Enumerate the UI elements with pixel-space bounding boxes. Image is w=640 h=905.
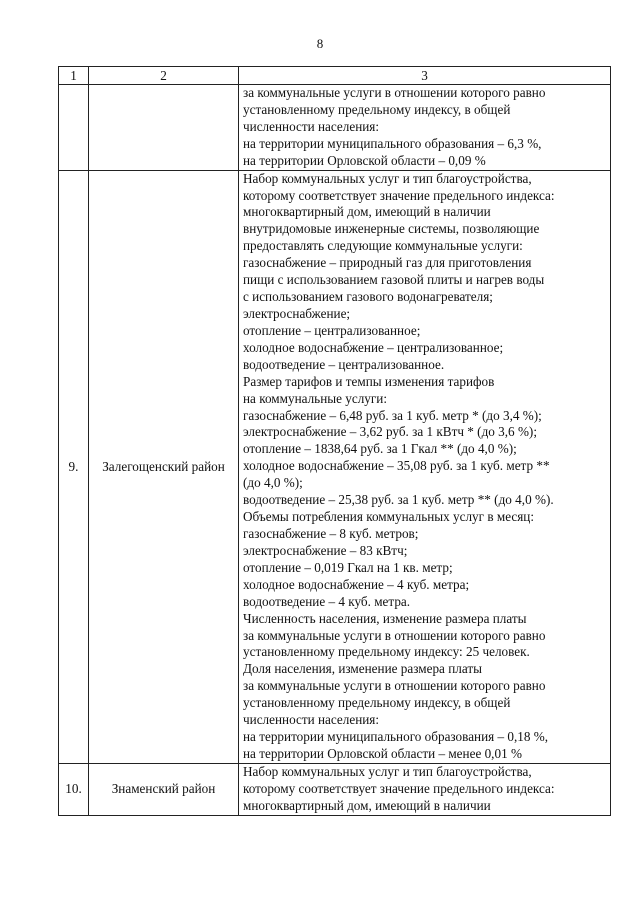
text-line: Размер тарифов и темпы изменения тарифов bbox=[243, 373, 495, 389]
table-row bbox=[59, 763, 611, 815]
text-line: предоставлять следующие коммунальные услуги: bbox=[243, 238, 523, 254]
text-line: отопление – 0,019 Гкал на 1 кв. метр; bbox=[243, 559, 453, 575]
text-line: водоотведение – централизованное. bbox=[243, 356, 445, 372]
text-line: пищи с использованием газовой плиты и нагрев воды bbox=[243, 272, 545, 288]
text-line: холодное водоснабжение – централизованное; bbox=[243, 339, 504, 355]
row-number bbox=[59, 85, 89, 171]
text-line: на территории муниципального образования – 0,18 %, bbox=[243, 729, 549, 745]
text-line: численности населения: bbox=[243, 712, 380, 728]
text-line: водоотведение – 4 куб. метра. bbox=[243, 593, 411, 609]
text-line: Набор коммунальных услуг и тип благоустройства, bbox=[243, 763, 532, 779]
text-line: Численность населения, изменение размера платы bbox=[243, 610, 527, 626]
text-line: с использованием газового водонагревателя; bbox=[243, 289, 493, 305]
text-line: установленному предельному индексу, в общей bbox=[243, 101, 511, 117]
row-description bbox=[239, 170, 611, 763]
row-number: 9. bbox=[59, 170, 89, 763]
text-line: (до 4,0 %); bbox=[243, 475, 303, 491]
text-line: численности населения: bbox=[243, 118, 380, 134]
text-line: на территории Орловской области – менее 0,01 % bbox=[243, 745, 522, 761]
header-col-2: 2 bbox=[89, 67, 239, 85]
row-description bbox=[239, 85, 611, 171]
row-description bbox=[239, 763, 611, 815]
text-line: Доля населения, изменение размера платы bbox=[243, 661, 482, 677]
text-line: установленному предельному индексу: 25 человек. bbox=[243, 644, 530, 660]
page-number: 8 bbox=[316, 36, 324, 51]
text-line: на территории Орловской области – 0,09 % bbox=[243, 152, 486, 168]
text-line: Набор коммунальных услуг и тип благоустройства, bbox=[243, 170, 532, 186]
text-line: газоснабжение – 8 куб. метров; bbox=[243, 525, 419, 541]
text-line: которому соответствует значение предельного индекса: bbox=[243, 780, 555, 796]
text-line: на территории муниципального образования – 6,3 %, bbox=[243, 135, 542, 151]
document-table bbox=[58, 66, 611, 816]
text-line: холодное водоснабжение – 4 куб. метра; bbox=[243, 576, 470, 592]
text-line: холодное водоснабжение – 35,08 руб. за 1 куб. метр ** bbox=[243, 458, 550, 474]
text-line: многоквартирный дом, имеющий в наличии bbox=[243, 204, 491, 220]
header-col-3: 3 bbox=[239, 67, 611, 85]
text-line: внутридомовые инженерные системы, позволяющие bbox=[243, 221, 540, 237]
header-col-1: 1 bbox=[59, 67, 89, 85]
text-line: электроснабжение; bbox=[243, 305, 351, 321]
text-line: за коммунальные услуги в отношении которого равно bbox=[243, 85, 546, 100]
text-line: за коммунальные услуги в отношении которого равно bbox=[243, 678, 546, 694]
text-line: установленному предельному индексу, в общей bbox=[243, 695, 511, 711]
text-line: на коммунальные услуги: bbox=[243, 390, 388, 406]
text-line: газоснабжение – природный газ для приготовления bbox=[243, 255, 532, 271]
text-line: многоквартирный дом, имеющий в наличии bbox=[243, 797, 491, 813]
table-row bbox=[59, 85, 611, 171]
district-name bbox=[89, 85, 239, 171]
table-header-row bbox=[59, 67, 611, 85]
text-line: электроснабжение – 3,62 руб. за 1 кВтч * (до 3,6 %); bbox=[243, 424, 537, 440]
district-name: Знаменский район bbox=[89, 763, 239, 815]
text-line: отопление – 1838,64 руб. за 1 Гкал ** (до 4,0 %); bbox=[243, 441, 517, 457]
text-line: которому соответствует значение предельного индекса: bbox=[243, 187, 555, 203]
district-name: Залегощенский район bbox=[89, 170, 239, 763]
text-line: за коммунальные услуги в отношении которого равно bbox=[243, 627, 546, 643]
text-line: водоотведение – 25,38 руб. за 1 куб. метр ** (до 4,0 %). bbox=[243, 492, 554, 508]
text-line: газоснабжение – 6,48 руб. за 1 куб. метр * (до 3,4 %); bbox=[243, 407, 542, 423]
text-line: Объемы потребления коммунальных услуг в месяц: bbox=[243, 509, 535, 525]
row-number: 10. bbox=[59, 763, 89, 815]
text-line: электроснабжение – 83 кВтч; bbox=[243, 542, 408, 558]
text-line: отопление – централизованное; bbox=[243, 322, 421, 338]
table-row bbox=[59, 170, 611, 763]
